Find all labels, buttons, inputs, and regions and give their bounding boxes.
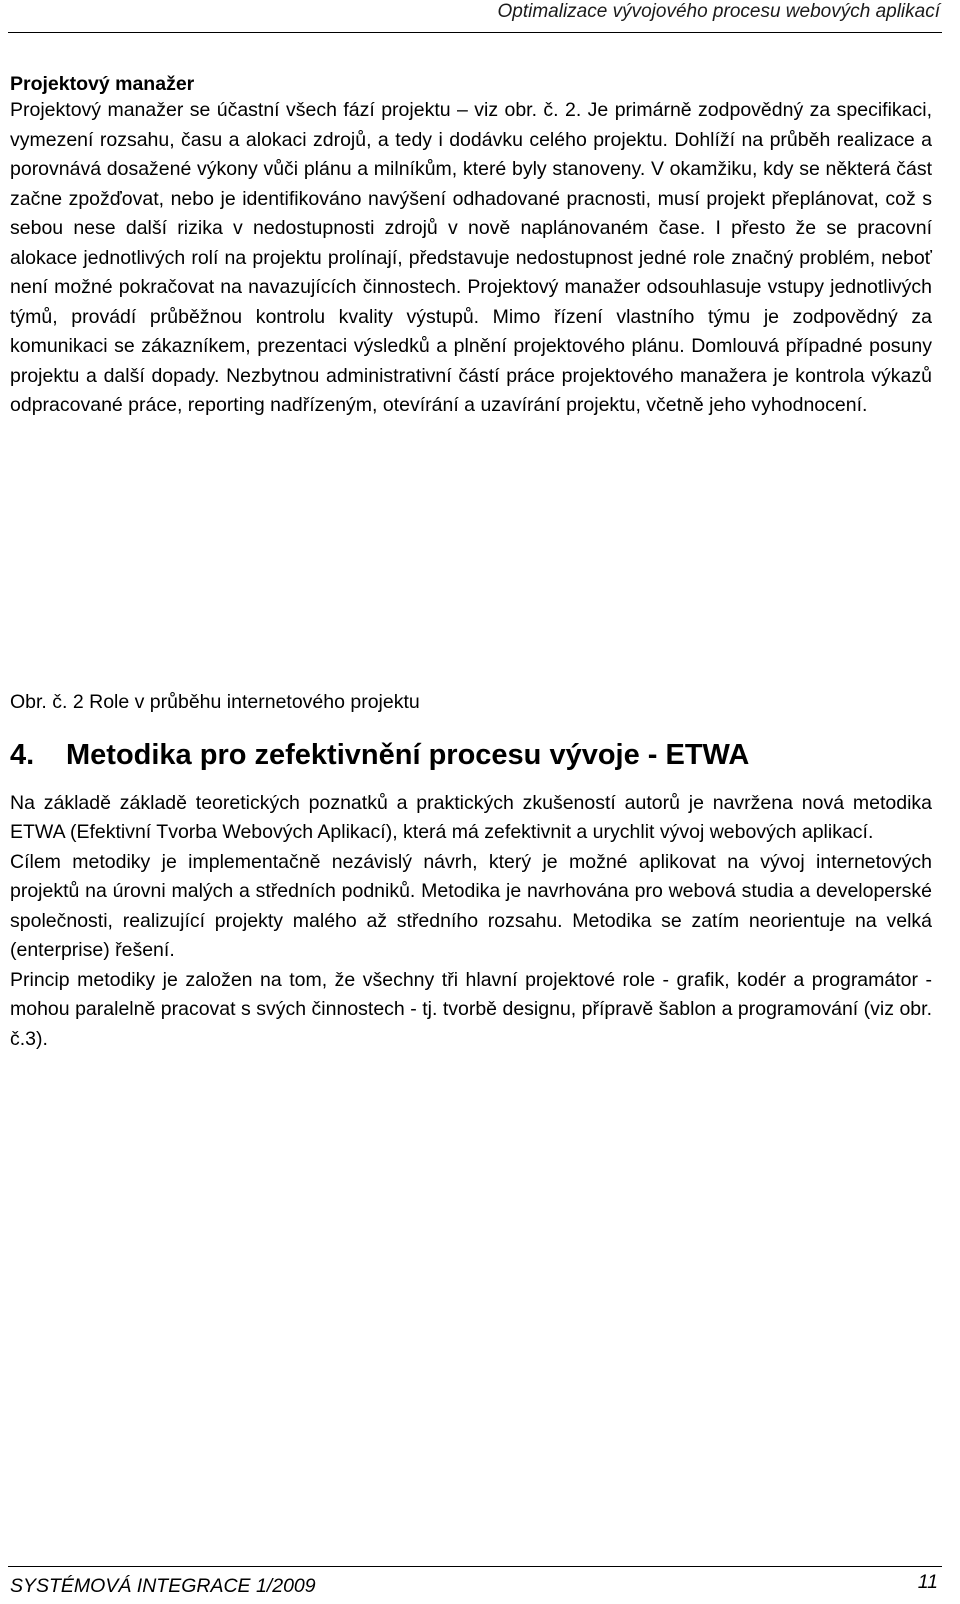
header-divider bbox=[8, 32, 942, 33]
footer-divider bbox=[8, 1566, 942, 1567]
chapter-paragraph: Princip metodiky je založen na tom, že všechny tři hlavní projektové role - grafik, kodér a programátor - mohou paralelně pracovat s svých činnostech - tj. tvorbě designu, přípravě šablon a programování (viz obr. č.3). bbox=[10, 968, 932, 1050]
page-number: 11 bbox=[917, 1571, 938, 1593]
chapter-number: 4. bbox=[10, 738, 35, 771]
chapter-title: Metodika pro zefektivnění procesu vývoje - ETWA bbox=[66, 738, 750, 771]
chapter-heading bbox=[10, 737, 932, 773]
chapter-paragraph: Na základě základě teoretických poznatků a praktických zkušeností autorů je navržena nová metodika ETWA (Efektivní Tvorba Webových Aplikací), která má zefektivnit a urychlit vývoj webových aplikací. bbox=[10, 791, 932, 843]
figure-placeholder bbox=[10, 421, 932, 689]
section-paragraph: Projektový manažer se účastní všech fází projektu – viz obr. č. 2. Je primárně zodpovědný za specifikaci, vymezení rozsahu, času a alokaci zdrojů, a tedy i dodávku celého projektu. Dohlíží na průběh realizace a porovnává dosažené výkony vůči plánu a milníkům, které byly stanoveny. V okamžiku, kdy se některá část začne zpožďovat, nebo je identifikováno navýšení odhadované pracnosti, musí projekt přeplánovat, což s sebou nese další rizika v nedostupnosti zdrojů v nově naplánovaném čase. I přesto že se pracovní alokace jednotlivých rolí na projektu prolínají, představuje nedostupnost jedné role značný problém, neboť není možné pokračovat na navazujících činnostech. Projektový manažer odsouhlasuje vstupy jednotlivých týmů, provádí průběžnou kontrolu kvality výstupů. Mimo řízení vlastního týmu je zodpovědný za komunikaci se zákazníkem, prezentaci výsledků a plnění projektového plánu. Domlouvá případné posuny projektu a další dopady. Nezbytnou administrativní částí práce projektového manažera je kontrola výkazů odpracované práce, reporting nadřízeným, otevírání a uzavírání projektu, včetně jeho vyhodnocení. bbox=[10, 99, 932, 416]
running-header: Optimalizace vývojového procesu webových aplikací bbox=[497, 1, 940, 22]
section-heading: Projektový manažer bbox=[10, 73, 195, 95]
page-content bbox=[10, 72, 932, 1054]
footer-journal: SYSTÉMOVÁ INTEGRACE 1/2009 bbox=[10, 1575, 316, 1597]
chapter-paragraph: Cílem metodiky je implementačně nezávislý návrh, který je možné aplikovat na vývoj internetových projektů na úrovni malých a středních podniků. Metodika je navrhována pro webová studia a developerské společnosti, realizující projekty malého až středního rozsahu. Metodika se zatím neorientuje na velká (enterprise) řešení. bbox=[10, 850, 932, 961]
figure-caption: Obr. č. 2 Role v průběhu internetového projektu bbox=[10, 690, 420, 713]
